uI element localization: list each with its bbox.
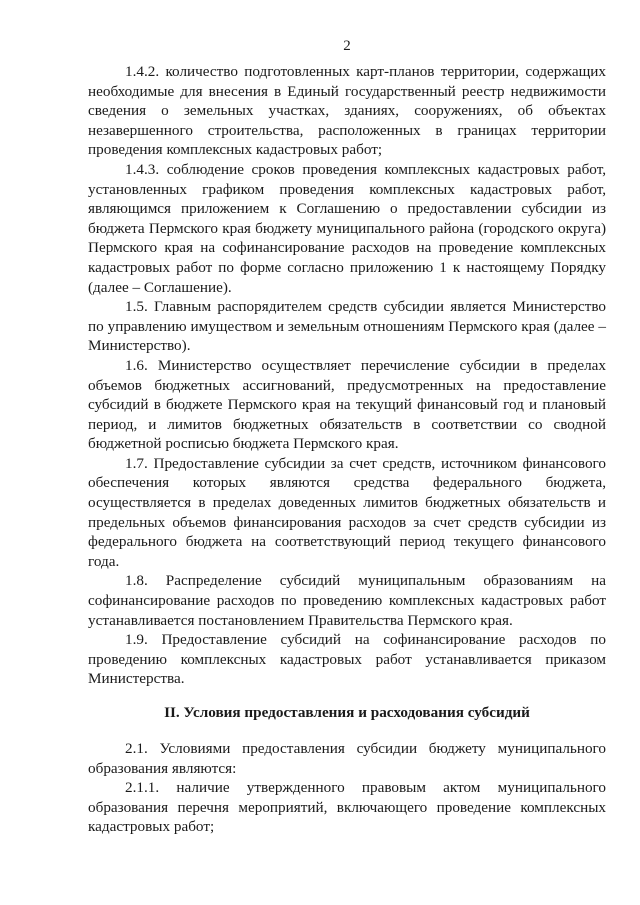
paragraph-1-6: 1.6. Министерство осуществляет перечисление субсидии в пределах объемов бюджетных ассигнований, предусмотренных на предоставление субсидий в бюджете Пермского края на текущий финансовый год и плановый период, и лимитов бюджетных обязательств в соответствии со сводной бюджетной росписью бюджета Пермского края. bbox=[88, 356, 606, 453]
paragraph-2-1-1: 2.1.1. наличие утвержденного правовым актом муниципального образования перечня мероприятий, включающего проведение комплексных кадастровых работ; bbox=[88, 779, 606, 836]
paragraph-1-4-3: 1.4.3. соблюдение сроков проведения комплексных кадастровых работ, установленных графиком проведения комплексных кадастровых работ, являющимся приложением к Соглашению о предоставлении субсидии из бюджета Пермского края бюджету муниципального района (городского округа) Пермского края на софинансирование расходов на проведение комплексных кадастровых работ по форме согласно приложению 1 к настоящему Порядку (далее – Соглашение). bbox=[88, 160, 606, 296]
paragraph-2-1: 2.1. Условиями предоставления субсидии бюджету муниципального образования являются: bbox=[88, 740, 606, 777]
paragraph-1-8: 1.8. Распределение субсидий муниципальным образованиям на софинансирование расходов по проведению комплексных кадастровых работ устанавливается постановлением Правительства Пермского края. bbox=[88, 572, 606, 629]
paragraph-1-4-2: 1.4.2. количество подготовленных карт-планов территории, содержащих необходимые для внесения в Единый государственный реестр недвижимости сведения о земельных участках, зданиях, сооружениях, об объектах незавершенного строительства, расположенных в границах территории проведения комплексных кадастровых работ; bbox=[88, 63, 606, 159]
paragraph-1-5: 1.5. Главным распорядителем средств субсидии является Министерство по управлению имуществом и земельным отношениям Пермского края (далее – Министерство). bbox=[88, 298, 606, 355]
paragraph-1-7: 1.7. Предоставление субсидии за счет средств, источником финансового обеспечения которых являются средства федерального бюджета, осуществляется в пределах доведенных лимитов бюджетных обязательств и предельных объемов финансирования расходов за счет средств субсидии из федерального бюджета на соответствующий период текущего финансового года. bbox=[88, 454, 606, 570]
paragraph-1-9: 1.9. Предоставление субсидий на софинансирование расходов по проведению комплексных кадастровых работ устанавливается приказом Министерства. bbox=[88, 631, 606, 688]
page-number: 2 bbox=[343, 38, 351, 54]
section-heading: II. Условия предоставления и расходования субсидий bbox=[164, 704, 530, 721]
